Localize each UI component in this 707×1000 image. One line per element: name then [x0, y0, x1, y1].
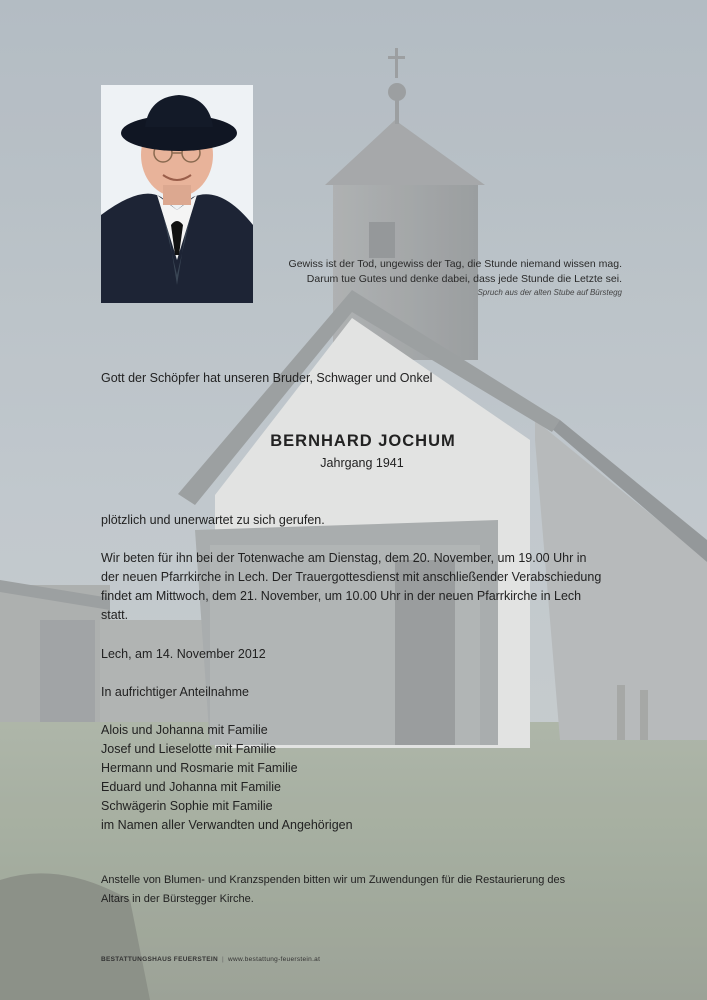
- deceased-year: Jahrgang 1941: [320, 456, 404, 470]
- quote-block: [270, 257, 622, 299]
- quote-source: Spruch aus der alten Stube auf Bürstegg: [477, 288, 622, 297]
- called-text: plötzlich und unerwartet zu sich gerufen.: [101, 513, 325, 527]
- footer-separator: |: [221, 956, 224, 963]
- list-item: Alois und Johanna mit Familie: [101, 723, 268, 737]
- place-date: Lech, am 14. November 2012: [101, 647, 266, 661]
- list-item: im Namen aller Verwandten und Angehörigen: [101, 818, 353, 832]
- footer-brand: BESTATTUNGSHAUS FEUERSTEIN: [101, 956, 218, 963]
- quote-line: Darum tue Gutes und denke dabei, dass jede Stunde die Letzte sei.: [306, 273, 622, 285]
- service-line: findet am Mittwoch, dem 21. November, um 10.00 Uhr in der neuen Pfarrkirche in Lech: [101, 589, 582, 603]
- service-line: statt.: [101, 608, 129, 622]
- service-paragraph: [101, 549, 601, 625]
- list-item: Josef und Lieselotte mit Familie: [101, 742, 277, 756]
- intro-text: Gott der Schöpfer hat unseren Bruder, Schwager und Onkel: [101, 371, 433, 385]
- deceased-name: BERNHARD JOCHUM: [270, 432, 456, 450]
- service-line: Wir beten für ihn bei der Totenwache am Dienstag, dem 20. November, um 19.00 Uhr in: [101, 551, 587, 565]
- donation-line: Anstelle von Blumen- und Kranzspenden bitten wir um Zuwendungen für die Restaurierung des: [101, 874, 566, 886]
- donation-paragraph: [101, 871, 565, 909]
- footer: [101, 956, 320, 963]
- portrait-photo: [101, 85, 253, 303]
- mourners-list: [101, 721, 353, 835]
- footer-url[interactable]: www.bestattung-feuerstein.at: [227, 956, 321, 963]
- condolence-text: In aufrichtiger Anteilnahme: [101, 685, 250, 699]
- service-line: der neuen Pfarrkirche in Lech. Der Trauergottesdienst mit anschließender Verabschiedung: [101, 570, 602, 584]
- list-item: Schwägerin Sophie mit Familie: [101, 799, 273, 813]
- list-item: Hermann und Rosmarie mit Familie: [101, 761, 298, 775]
- list-item: Eduard und Johanna mit Familie: [101, 780, 281, 794]
- quote-line: Gewiss ist der Tod, ungewiss der Tag, die Stunde niemand wissen mag.: [288, 258, 622, 270]
- donation-line: Altars in der Bürstegger Kirche.: [101, 893, 254, 905]
